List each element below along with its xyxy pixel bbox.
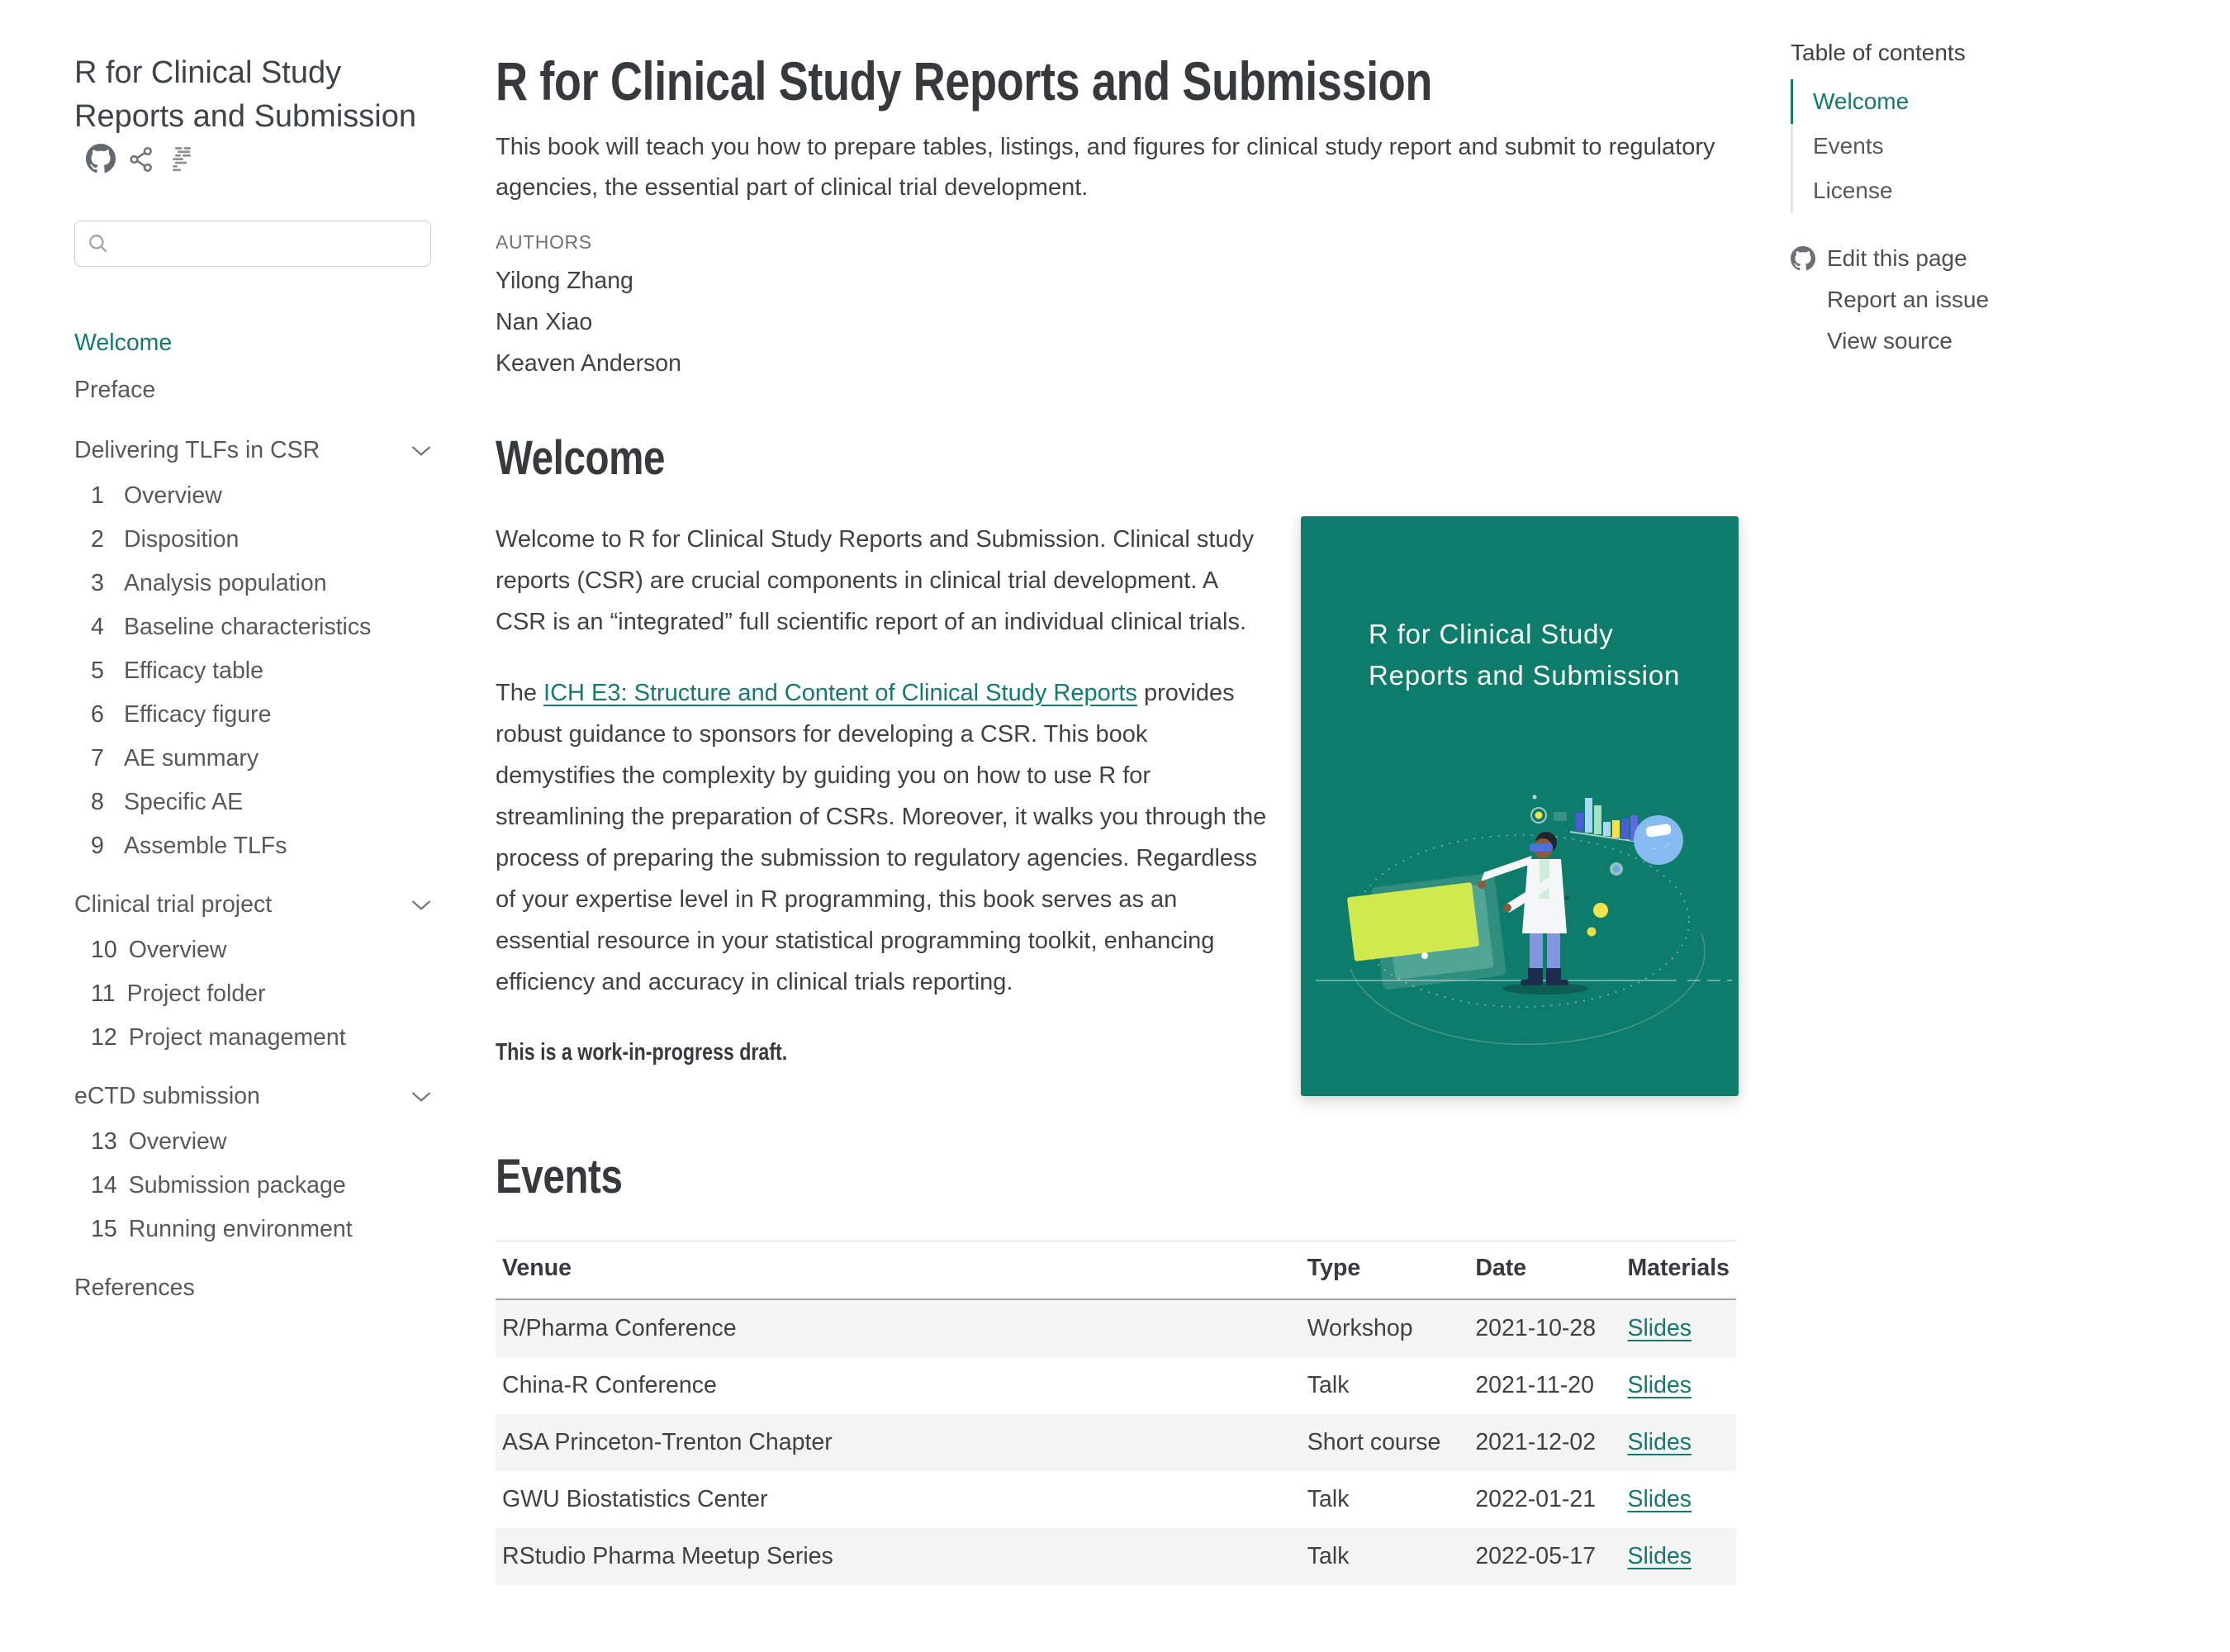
ich-e3-link[interactable]: ICH E3: Structure and Content of Clinical Study Reports bbox=[543, 680, 1137, 706]
date-cell: 2022-01-21 bbox=[1475, 1486, 1597, 1512]
search-input[interactable] bbox=[119, 230, 418, 258]
chevron-down-icon[interactable] bbox=[411, 900, 431, 911]
github-icon bbox=[1791, 246, 1815, 271]
type-cell: Talk bbox=[1307, 1486, 1350, 1512]
date-cell: 2021-10-28 bbox=[1475, 1315, 1597, 1341]
sidebar-section-ectd-submission[interactable] bbox=[74, 1073, 431, 1120]
sidebar-item-disposition[interactable]: 2 Disposition bbox=[91, 526, 240, 553]
events-table bbox=[496, 1241, 1736, 1585]
venue-cell: GWU Biostatistics Center bbox=[502, 1486, 768, 1512]
report-an-issue-link[interactable] bbox=[1791, 279, 2179, 320]
sidebar-item-preface[interactable]: Preface bbox=[74, 377, 156, 403]
sidebar-nav bbox=[74, 320, 431, 1312]
sidebar bbox=[74, 51, 431, 1312]
main-content bbox=[496, 50, 1736, 1585]
date-column-header: Date bbox=[1468, 1241, 1620, 1300]
venue-cell: ASA Princeton-Trenton Chapter bbox=[502, 1429, 833, 1455]
table-row bbox=[496, 1471, 1736, 1528]
section-label[interactable]: Delivering TLFs in CSR bbox=[74, 437, 320, 463]
sidebar-item-overview-1[interactable]: 1 Overview bbox=[91, 482, 222, 509]
slides-link[interactable]: Slides bbox=[1627, 1429, 1692, 1455]
table-row bbox=[496, 1357, 1736, 1414]
paragraph-text: provides robust guidance to sponsors for developing a CSR. This book demystifies the complexity by guiding you on how to use R for streamlining the preparation of CSRs. Moreover, it walks you through the process of preparing the submission to regulatory agencies. Regardless of your expertise level in R programming, this book serves as an essential resource in your statistical programming toolkit, enhancing efficiency and accuracy in clinical trials reporting. bbox=[496, 680, 1267, 995]
sidebar-item-project-management[interactable]: 12 Project management bbox=[91, 1024, 346, 1051]
toc-item-license[interactable]: License bbox=[1791, 169, 2179, 213]
chevron-down-icon[interactable] bbox=[411, 1091, 431, 1103]
section-label[interactable]: Clinical trial project bbox=[74, 891, 273, 918]
welcome-heading: Welcome bbox=[496, 431, 666, 485]
search-box[interactable] bbox=[74, 221, 431, 267]
sidebar-item-overview-10[interactable]: 10 Overview bbox=[91, 937, 227, 963]
author-name: Keaven Anderson bbox=[496, 350, 682, 377]
slides-link[interactable]: Slides bbox=[1627, 1543, 1692, 1569]
sidebar-item-efficacy-figure[interactable]: 6 Efficacy figure bbox=[91, 701, 272, 728]
welcome-paragraph-2 bbox=[496, 672, 1270, 1003]
table-of-contents bbox=[1791, 40, 2179, 362]
page-subtitle: This book will teach you how to prepare tables, listings, and figures for clinical study report and submit to regulatory agencies, the essential part of clinical trial development. bbox=[496, 134, 1715, 201]
sidebar-section-clinical-trial-project[interactable] bbox=[74, 881, 431, 928]
toc-item-welcome[interactable]: Welcome bbox=[1791, 79, 2179, 124]
slides-link[interactable]: Slides bbox=[1627, 1486, 1692, 1512]
sidebar-item-efficacy-table[interactable]: 5 Efficacy table bbox=[91, 657, 263, 684]
table-row bbox=[496, 1299, 1736, 1357]
cover-title: R for Clinical Study Reports and Submission bbox=[1369, 619, 1681, 691]
edit-this-page-link[interactable] bbox=[1791, 238, 2179, 279]
type-cell: Short course bbox=[1307, 1429, 1441, 1455]
toc-heading: Table of contents bbox=[1791, 40, 1966, 65]
github-icon[interactable] bbox=[86, 142, 116, 186]
type-column-header: Type bbox=[1301, 1241, 1469, 1300]
sidebar-item-references[interactable]: References bbox=[74, 1275, 195, 1301]
date-cell: 2021-11-20 bbox=[1475, 1372, 1594, 1398]
author-name: Nan Xiao bbox=[496, 309, 593, 335]
cover-illustration bbox=[1301, 764, 1739, 1094]
sidebar-item-submission-package[interactable]: 14 Submission package bbox=[91, 1172, 346, 1199]
sidebar-item-running-environment[interactable]: 15 Running environment bbox=[91, 1216, 353, 1242]
date-cell: 2022-05-17 bbox=[1475, 1543, 1597, 1569]
sidebar-item-assemble-tlfs[interactable]: 9 Assemble TLFs bbox=[91, 833, 287, 859]
table-row bbox=[496, 1414, 1736, 1471]
code-lines-icon[interactable] bbox=[167, 142, 195, 186]
page-title: R for Clinical Study Reports and Submission bbox=[496, 50, 1433, 112]
author-name: Yilong Zhang bbox=[496, 268, 633, 294]
toc-link-label: Report an issue bbox=[1827, 287, 1990, 312]
toc-link-label: View source bbox=[1827, 328, 1953, 354]
toc-link-label: Edit this page bbox=[1827, 245, 1967, 271]
slides-link[interactable]: Slides bbox=[1627, 1315, 1692, 1341]
sidebar-item-ae-summary[interactable]: 7 AE summary bbox=[91, 745, 259, 771]
authors-label: AUTHORS bbox=[496, 231, 592, 253]
section-label[interactable]: eCTD submission bbox=[74, 1083, 260, 1109]
sidebar-item-analysis-population[interactable]: 3 Analysis population bbox=[91, 570, 327, 596]
type-cell: Talk bbox=[1307, 1372, 1350, 1398]
venue-cell: RStudio Pharma Meetup Series bbox=[502, 1543, 833, 1569]
venue-cell: R/Pharma Conference bbox=[502, 1315, 737, 1341]
sidebar-item-project-folder[interactable]: 11 Project folder bbox=[91, 980, 266, 1007]
sidebar-item-baseline-characteristics[interactable]: 4 Baseline characteristics bbox=[91, 614, 372, 640]
venue-cell: China-R Conference bbox=[502, 1372, 717, 1398]
type-cell: Talk bbox=[1307, 1543, 1350, 1569]
share-icon[interactable] bbox=[127, 142, 155, 186]
sidebar-item-overview-13[interactable]: 13 Overview bbox=[91, 1128, 227, 1155]
slides-link[interactable]: Slides bbox=[1627, 1372, 1692, 1398]
date-cell: 2021-12-02 bbox=[1475, 1429, 1597, 1455]
draft-note: This is a work-in-progress draft. bbox=[496, 1039, 788, 1066]
book-cover bbox=[1301, 516, 1739, 1096]
view-source-link[interactable] bbox=[1791, 320, 2179, 362]
sidebar-item-welcome[interactable]: Welcome bbox=[74, 330, 173, 356]
type-cell: Workshop bbox=[1307, 1315, 1413, 1341]
book-title-link[interactable]: R for Clinical Study Reports and Submission bbox=[74, 55, 416, 134]
table-row bbox=[496, 1528, 1736, 1585]
materials-column-header: Materials bbox=[1620, 1241, 1736, 1300]
sidebar-section-delivering-tlfs[interactable] bbox=[74, 427, 431, 474]
paragraph-text: The bbox=[496, 680, 544, 706]
venue-column-header: Venue bbox=[496, 1241, 1301, 1300]
chevron-down-icon[interactable] bbox=[411, 445, 431, 457]
welcome-paragraph-1: Welcome to R for Clinical Study Reports and Submission. Clinical study reports (CSR) are crucial components in clinical trial development. A CSR is an “integrated” full scientific report of an individual clinical trials. bbox=[496, 526, 1255, 635]
book-title bbox=[74, 51, 431, 186]
events-heading: Events bbox=[496, 1150, 623, 1203]
sidebar-item-specific-ae[interactable]: 8 Specific AE bbox=[91, 789, 244, 815]
toc-item-events[interactable]: Events bbox=[1791, 124, 2179, 169]
search-icon bbox=[88, 233, 109, 254]
